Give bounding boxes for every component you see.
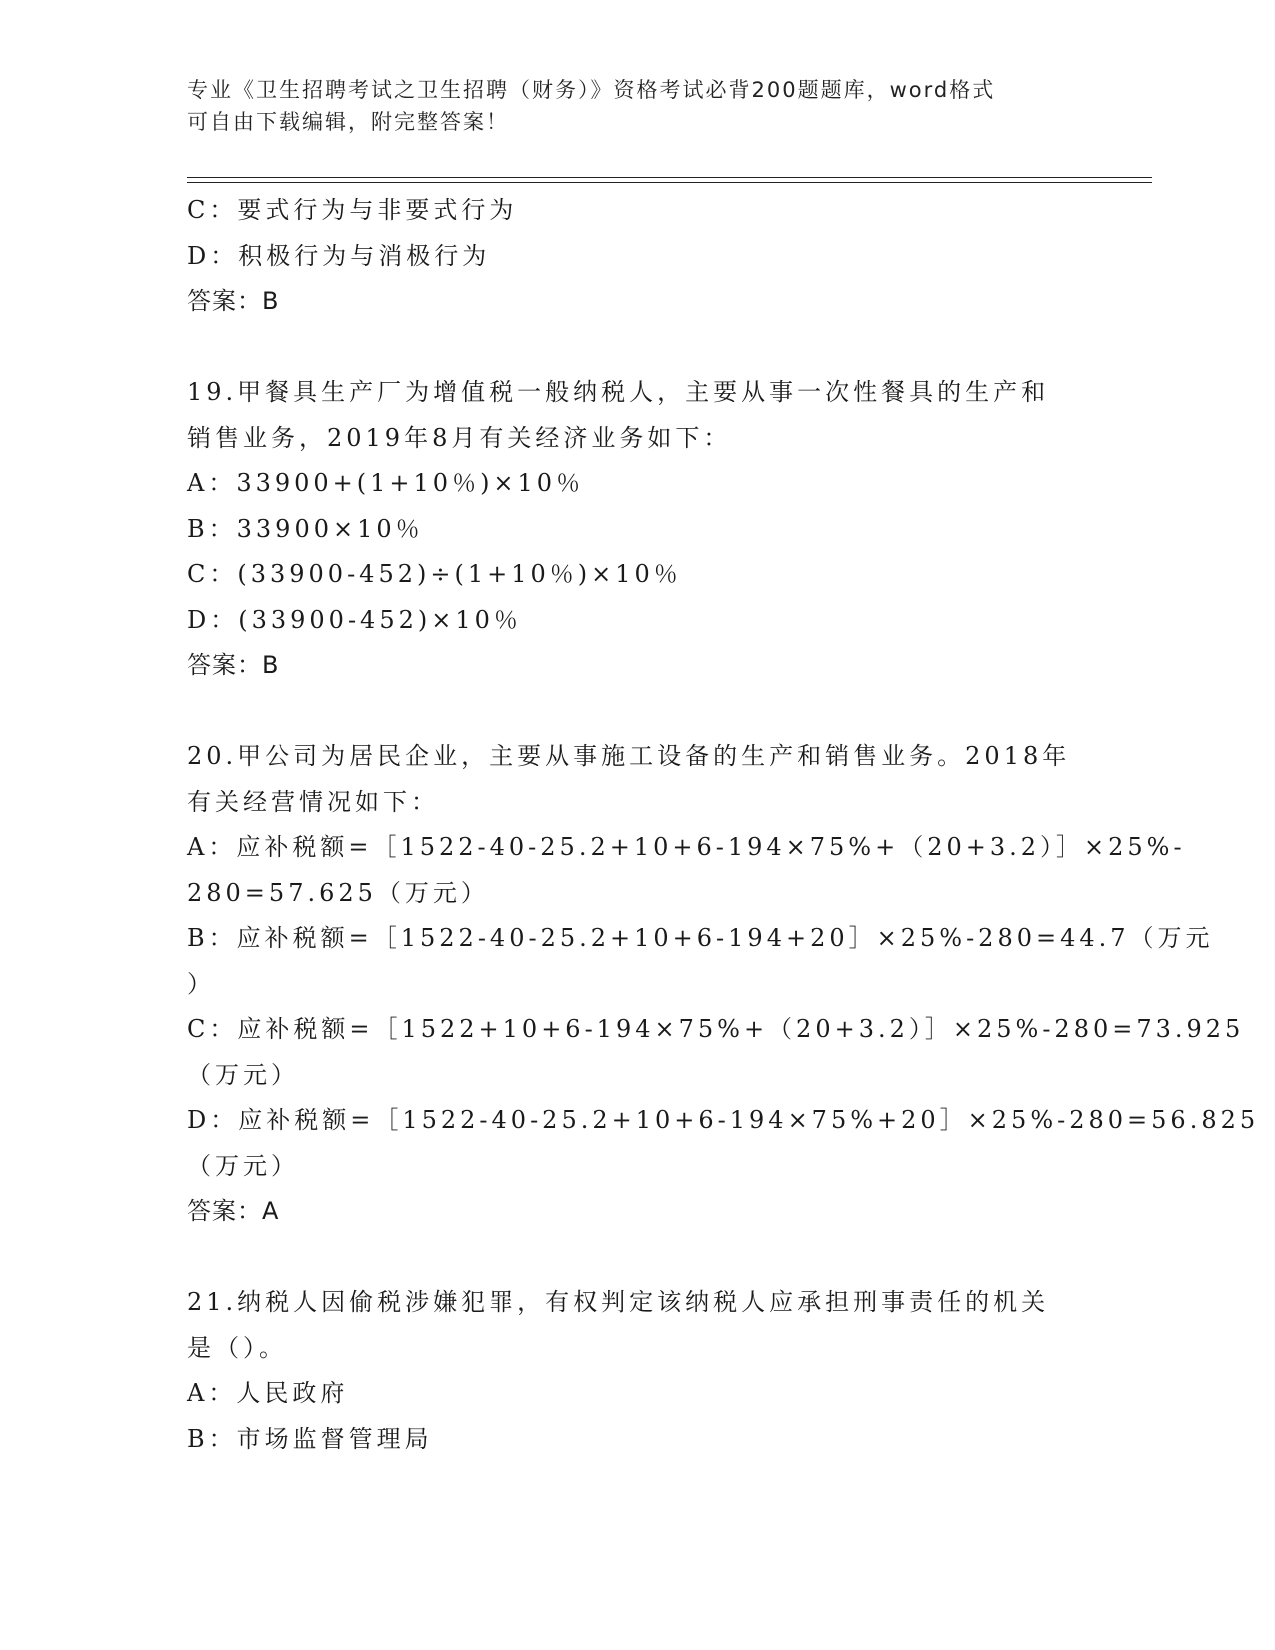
header-rule-top <box>187 177 1152 178</box>
option-b: B：市场监督管理局 <box>187 1424 433 1453</box>
question-stem-line-1: 19.甲餐具生产厂为增值税一般纳税人，主要从事一次性餐具的生产和 <box>187 378 1050 406</box>
question-stem-line-1: 20.甲公司为居民企业，主要从事施工设备的生产和销售业务。2018年 <box>187 742 1071 770</box>
question-stem-line-2: 是（）。 <box>187 1333 287 1362</box>
option-b: B：33900×10％ <box>187 514 424 543</box>
option-b-line-1: B：应补税额=［1522-40-25.2+10+6-194+20］×25%-280=44.7（万元 <box>187 924 1214 952</box>
question-stem-line-2: 有关经营情况如下： <box>187 787 439 816</box>
question-20 <box>187 734 1260 1235</box>
document-header <box>187 74 1067 138</box>
option-c: C：要式行为与非要式行为 <box>187 196 518 224</box>
header-title-line-1: 专业《卫生招聘考试之卫生招聘（财务）》资格考试必背200题题库，word格式 <box>187 78 996 102</box>
option-a-line-1: A：应补税额=［1522-40-25.2+10+6-194×75%+（20+3.2）］×25%- <box>187 833 1186 861</box>
answer-line: 答案：A <box>187 1197 280 1225</box>
question-19 <box>187 370 1087 689</box>
option-c: C：(33900-452)÷(1+10％)×10％ <box>187 560 682 588</box>
option-d-line-2: （万元） <box>187 1151 299 1180</box>
option-d: D：积极行为与消极行为 <box>187 241 491 270</box>
question-spacer <box>187 689 1087 735</box>
header-rule-bottom <box>187 182 1152 183</box>
question-stem-line-2: 销售业务，2019年8月有关经济业务如下： <box>187 423 732 452</box>
answer-line: 答案：B <box>187 651 280 679</box>
answer-line: 答案：B <box>187 287 280 315</box>
header-title-line-2: 可自由下载编辑，附完整答案！ <box>187 110 509 134</box>
option-b-line-2: ） <box>187 969 215 998</box>
question-spacer <box>187 1235 1087 1281</box>
question-21 <box>187 1280 1087 1462</box>
option-d: D：(33900-452)×10％ <box>187 605 522 634</box>
question-18-tail <box>187 188 1087 325</box>
option-a: A：人民政府 <box>187 1379 349 1407</box>
question-stem-line-1: 21.纳税人因偷税涉嫌犯罪，有权判定该纳税人应承担刑事责任的机关 <box>187 1288 1050 1316</box>
question-spacer <box>187 325 1087 371</box>
option-a: A：33900+(1+10％)×10％ <box>187 469 585 497</box>
option-d-line-1: D：应补税额=［1522-40-25.2+10+6-194×75%+20］×25%-280=56.825 <box>187 1106 1260 1134</box>
option-c-line-2: （万元） <box>187 1060 299 1089</box>
option-c-line-1: C：应补税额=［1522+10+6-194×75%+（20+3.2）］×25%-280=73.925 <box>187 1015 1245 1043</box>
document-body <box>187 188 1260 1462</box>
option-a-line-2: 280=57.625（万元） <box>187 878 489 907</box>
